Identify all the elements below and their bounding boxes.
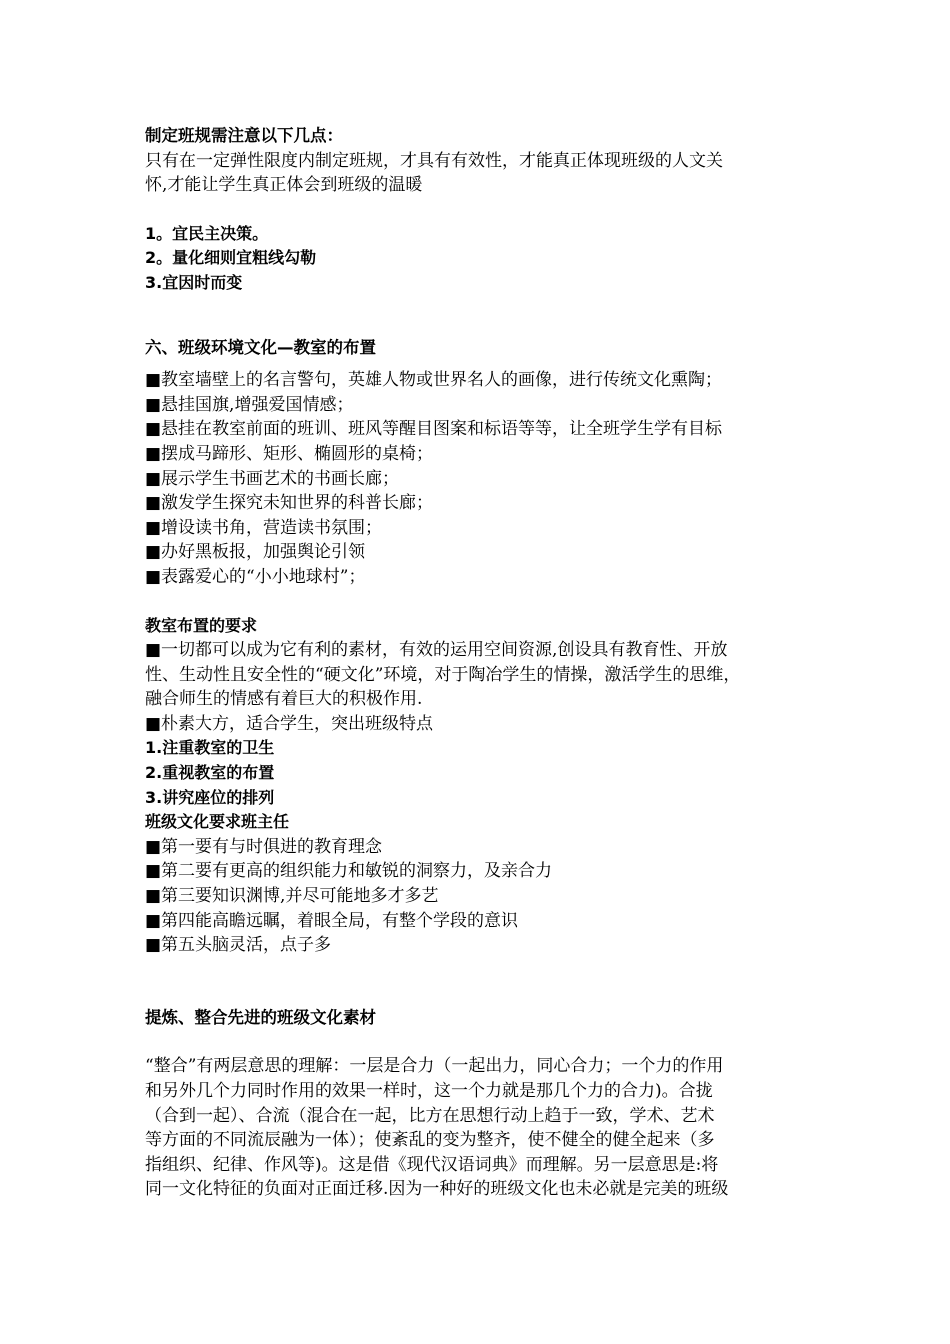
section1-para-line: 只有在一定弹性限度内制定班规，才具有有效性，才能真正体现班级的人文关 <box>145 150 723 171</box>
section2-item: ■悬挂在教室前面的班训、班风等醒目图案和标语等等，让全班学生学有目标 <box>145 419 723 440</box>
section4-para-line: （合到一起）、合流（混合在一起，比方在思想行动上趋于一致，学术、艺术 <box>145 1105 715 1126</box>
section4-para-line: “整合”有两层意思的理解：一层是合力（一起出力，同心合力；一个力的作用 <box>145 1056 724 1077</box>
section3-item: ■第一要有与时俱进的教育理念 <box>145 836 383 857</box>
section1-point: 2。量化细则宜粗线勾勒 <box>145 248 317 268</box>
section3-item: ■第四能高瞻远瞩，着眼全局，有整个学段的意识 <box>145 910 519 931</box>
section1-para-line: 怀,才能让学生真正体会到班级的温暖 <box>145 175 423 196</box>
section1-title: 制定班规需注意以下几点： <box>145 126 343 145</box>
section3-subtitle: 班级文化要求班主任 <box>145 812 290 832</box>
section2-item: ■摆成马蹄形、矩形、椭圆形的桌椅； <box>145 443 434 464</box>
section4-para-line: 等方面的不同流辰融为一体）；使紊乱的变为整齐，使不健全的健全起来（多 <box>145 1130 715 1151</box>
section3-item: ■第二要有更高的组织能力和敏锐的洞察力，及亲合力 <box>145 861 553 882</box>
section3-para-line: 性、生动性且安全性的“硬文化”环境，对于陶冶学生的情操，激活学生的思维， <box>145 664 741 685</box>
section2-item: ■增设读书角，营造读书氛围； <box>145 517 383 538</box>
section2-item: ■表露爱心的“小小地球村”； <box>145 566 366 587</box>
section2-item: ■办好黑板报，加强舆论引领 <box>145 542 366 563</box>
section2-item: ■展示学生书画艺术的书画长廊； <box>145 468 400 489</box>
document-page <box>145 124 825 1202</box>
section3-para-line: ■一切都可以成为它有利的素材，有效的运用空间资源,创设具有教育性、开放 <box>145 640 728 661</box>
section3-para-line: ■朴素大方，适合学生，突出班级特点 <box>145 713 434 734</box>
section3-point: 2.重视教室的布置 <box>145 763 275 783</box>
section2-item: ■教室墙壁上的名言警句，英雄人物或世界名人的画像，进行传统文化熏陶； <box>145 370 723 391</box>
section1-point: 1。宜民主决策。 <box>145 223 269 243</box>
section3-item: ■第五头脑灵活，点子多 <box>145 935 332 956</box>
section3-point: 3.讲究座位的排列 <box>145 787 275 807</box>
section2-item: ■激发学生探究未知世界的科普长廊； <box>145 493 434 514</box>
section4-para-line: 同一文化特征的负面对正面迁移.因为一种好的班级文化也未必就是完美的班级 <box>145 1179 729 1200</box>
section4-title: 提炼、整合先进的班级文化素材 <box>145 1007 376 1027</box>
section4-para-line: 和另外几个力同时作用的效果一样时，这一个力就是那几个力的合力)。合拢 <box>145 1081 713 1101</box>
section3-point: 1.注重教室的卫生 <box>145 738 275 758</box>
section3-para-line: 融合师生的情感有着巨大的积极作用. <box>145 689 423 710</box>
section3-title: 教室布置的要求 <box>145 615 258 635</box>
section2-item: ■悬挂国旗,增强爱国情感； <box>145 394 354 415</box>
section1-point: 3.宜因时而变 <box>145 272 243 292</box>
section4-para-line: 指组织、纪律、作风等)。这是借《现代汉语词典》而理解。另一层意思是:将 <box>145 1154 719 1175</box>
section3-item: ■第三要知识渊博,并尽可能地多才多艺 <box>145 886 439 907</box>
section2-title: 六、班级环境文化—教室的布置 <box>145 337 376 357</box>
